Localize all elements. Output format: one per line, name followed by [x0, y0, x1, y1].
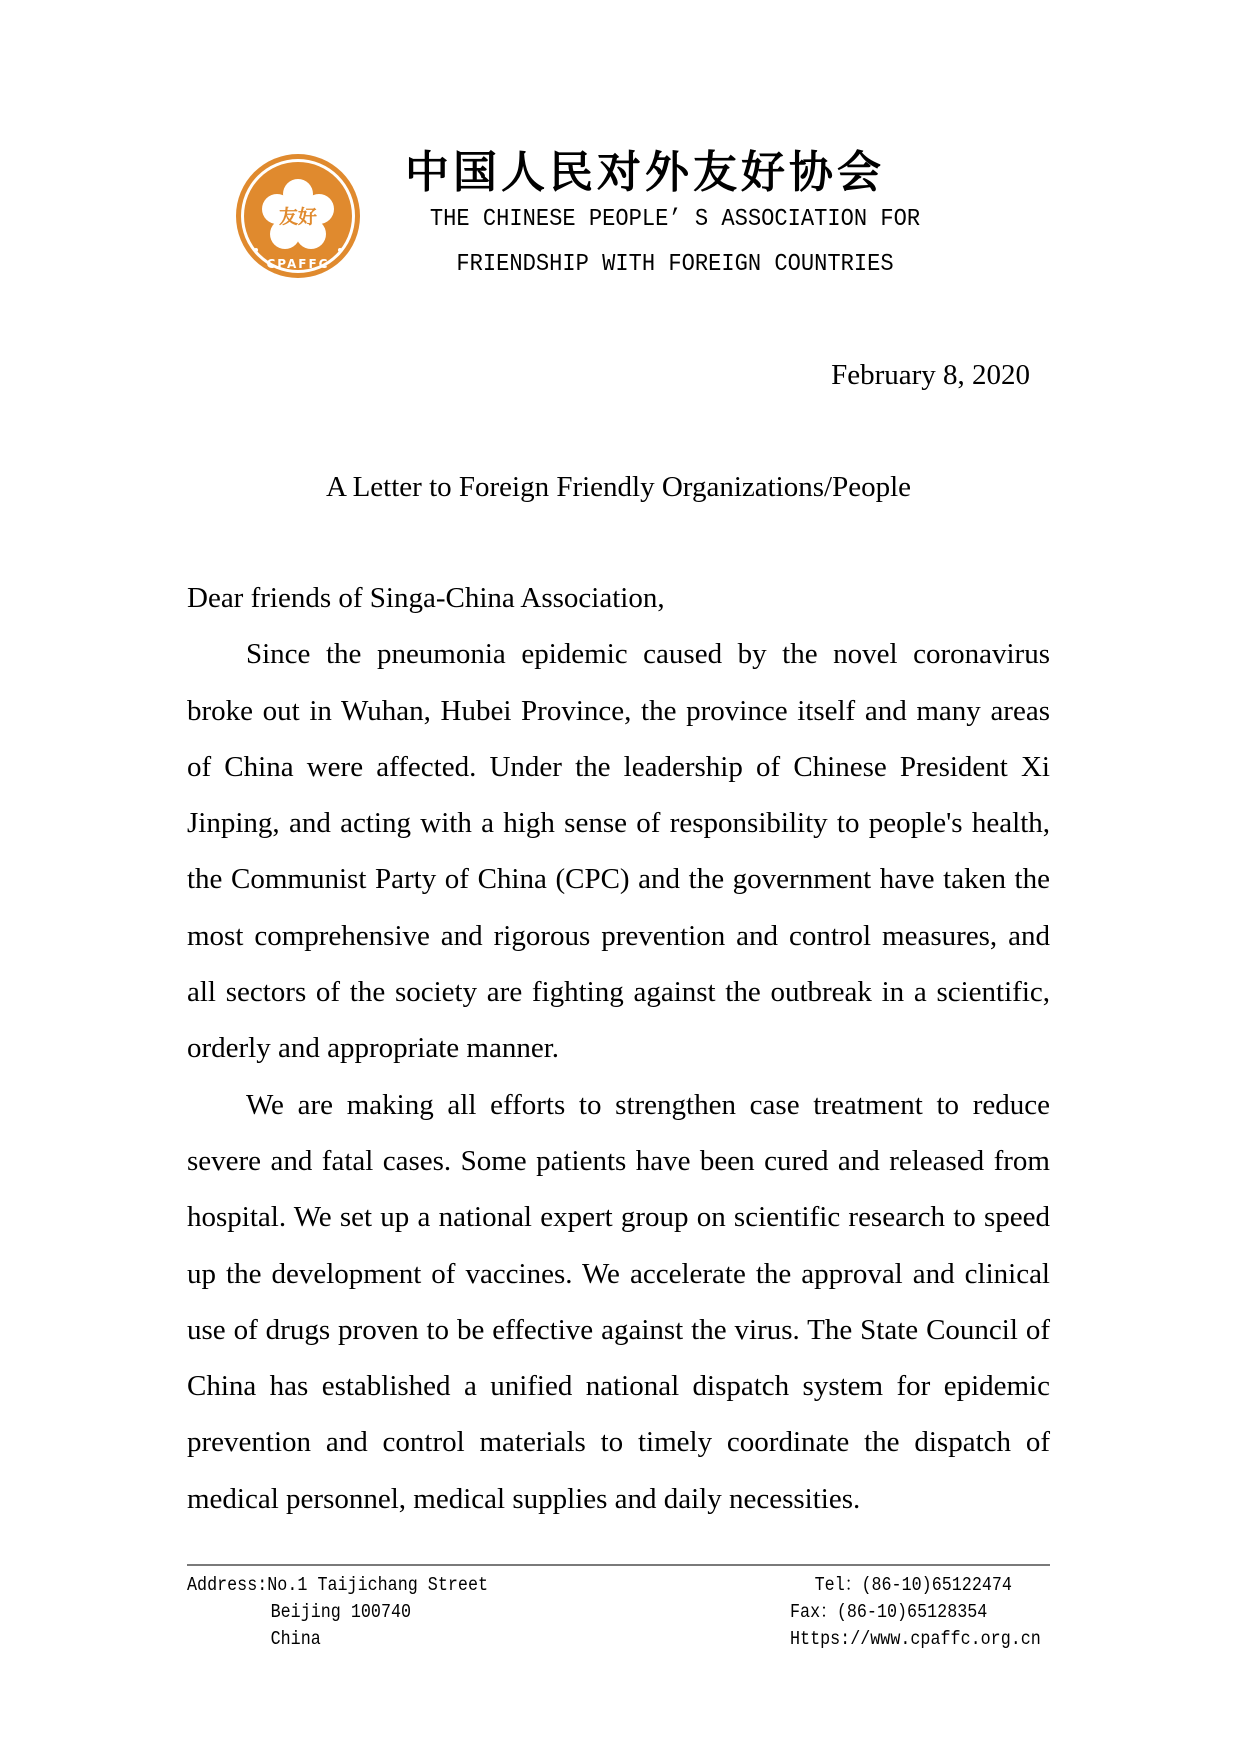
salutation: Dear friends of Singa-China Association, — [187, 582, 665, 614]
telephone: Tel：(86-10)65122474 — [814, 1574, 1012, 1596]
address-line3: China — [270, 1628, 321, 1650]
svg-text:CPAFFC: CPAFFC — [266, 257, 330, 271]
letter-date: February 8, 2020 — [831, 359, 1030, 391]
footer-contact — [790, 1572, 1050, 1653]
address-label: Address: — [187, 1574, 268, 1596]
address-line2: Beijing 100740 — [270, 1601, 412, 1623]
fax: Fax：(86-10)65128354 — [790, 1601, 988, 1623]
address-line1: No.1 Taijichang Street — [267, 1574, 489, 1596]
letter-body — [187, 570, 1050, 1527]
cpaffc-logo-icon — [234, 152, 362, 280]
footer-divider — [187, 1564, 1050, 1566]
svg-text:友好: 友好 — [278, 206, 318, 228]
website-link[interactable]: Https://www.cpaffc.org.cn — [790, 1628, 1041, 1650]
footer-address — [187, 1572, 647, 1653]
organization-english-name-line2: FRIENDSHIP WITH FOREIGN COUNTRIES — [456, 251, 894, 278]
letter-title: A Letter to Foreign Friendly Organizations/People — [326, 471, 911, 503]
paragraph: We are making all efforts to strengthen case treatment to reduce severe and fatal cases. Some patients have been cured and released from hospital. We set up a national expert group on scientific research to speed up the development of vaccines. We accelerate the approval and clinical use of drugs proven to be effective against the virus. The State Council of China has established a unified national dispatch system for epidemic prevention and control materials to timely coordinate the dispatch of medical personnel, medical supplies and daily necessities. — [187, 1088, 1050, 1515]
paragraph: Since the pneumonia epidemic caused by the novel coronavirus broke out in Wuhan, Hubei Province, the province itself and many areas of China were affected. Under the leadership of Chinese President Xi Jinping, and acting with a high sense of responsibility to people's health, the Communist Party of China (CPC) and the government have taken the most comprehensive and rigorous prevention and control measures, and all sectors of the society are fighting against the outbreak in a scientific, orderly and appropriate manner. — [187, 638, 1050, 1065]
organization-chinese-name: 中国人民对外友好协会 — [405, 147, 885, 198]
organization-english-name-line1: THE CHINESE PEOPLE’ S ASSOCIATION FOR — [429, 206, 921, 233]
